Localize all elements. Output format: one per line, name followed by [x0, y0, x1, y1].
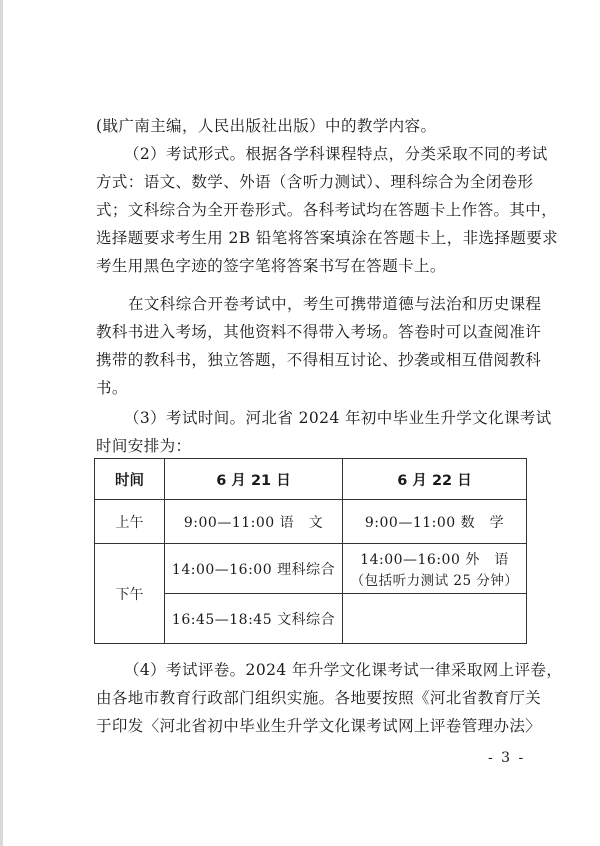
paragraph-5-line-1: （4）考试评卷。2024 年升学文化课考试一律采取网上评卷，: [124, 661, 563, 679]
paragraph-3-line-1: 在文科综合开卷考试中，考生可携带道德与法治和历史课程: [128, 295, 542, 313]
jun22-afternoon-1-text: 14:00—16:00 外 语: [360, 551, 509, 568]
header-jun21: 6 月 21 日: [165, 459, 343, 500]
table-row-morning: [95, 500, 527, 544]
paragraph-4-line-2: 时间安排为：: [96, 437, 192, 455]
jun22-afternoon-1-note: （包括听力测试 25 分钟）: [350, 572, 519, 589]
paragraph-5-line-2: 由各地市教育行政部门组织实施。各地要按照《河北省教育厅关: [96, 689, 542, 707]
paragraph-5-line-3: 于印发〈河北省初中毕业生升学文化课考试网上评卷管理办法〉: [96, 717, 542, 735]
page-edge: [0, 0, 3, 846]
jun21-morning-cell: 9:00—11:00 语 文: [165, 500, 343, 544]
header-jun22: 6 月 22 日: [343, 459, 527, 500]
jun22-morning-cell: 9:00—11:00 数 学: [343, 500, 527, 544]
jun21-afternoon-2-cell: 16:45—18:45 文科综合: [165, 594, 343, 644]
afternoon-label: 下午: [95, 544, 165, 644]
header-time: 时间: [95, 459, 165, 500]
paragraph-3-line-2: 教科书进入考场，其他资料不得带入考场。答卷时可以查阅准许: [96, 323, 542, 341]
table-row-afternoon-1: [95, 544, 527, 594]
jun21-afternoon-1-cell: 14:00—16:00 理科综合: [165, 544, 343, 594]
paragraph-2-line-4: 选择题要求考生用 2B 铅笔将答案填涂在答题卡上，非选择题要求: [96, 229, 559, 247]
paragraph-1-line-1: (戢广南主编，人民出版社出版）中的教学内容。: [96, 117, 437, 135]
jun22-afternoon-1-cell: [343, 544, 527, 594]
jun22-afternoon-2-cell: [343, 594, 527, 644]
paragraph-3-line-3: 携带的教科书，独立答题，不得相互讨论、抄袭或相互借阅教科: [96, 351, 542, 369]
paragraph-2-line-2: 方式：语文、数学、外语（含听力测试）、理科综合为全闭卷形: [96, 173, 534, 191]
paragraph-2-line-5: 考生用黑色字迹的签字笔将答案书写在答题卡上。: [96, 257, 446, 275]
exam-schedule-table: [94, 458, 527, 644]
paragraph-2-line-3: 式；文科综合为全开卷形式。各科考试均在答题卡上作答。其中，: [96, 201, 558, 219]
paragraph-3-line-4: 书。: [96, 379, 128, 397]
paragraph-2-line-1: （2）考试形式。根据各学科课程特点，分类采取不同的考试: [124, 145, 548, 163]
morning-label: 上午: [95, 500, 165, 544]
paragraph-4-line-1: （3）考试时间。河北省 2024 年初中毕业生升学文化课考试: [124, 409, 552, 427]
table-header-row: [95, 459, 527, 500]
page-number: - 3 -: [488, 750, 526, 766]
